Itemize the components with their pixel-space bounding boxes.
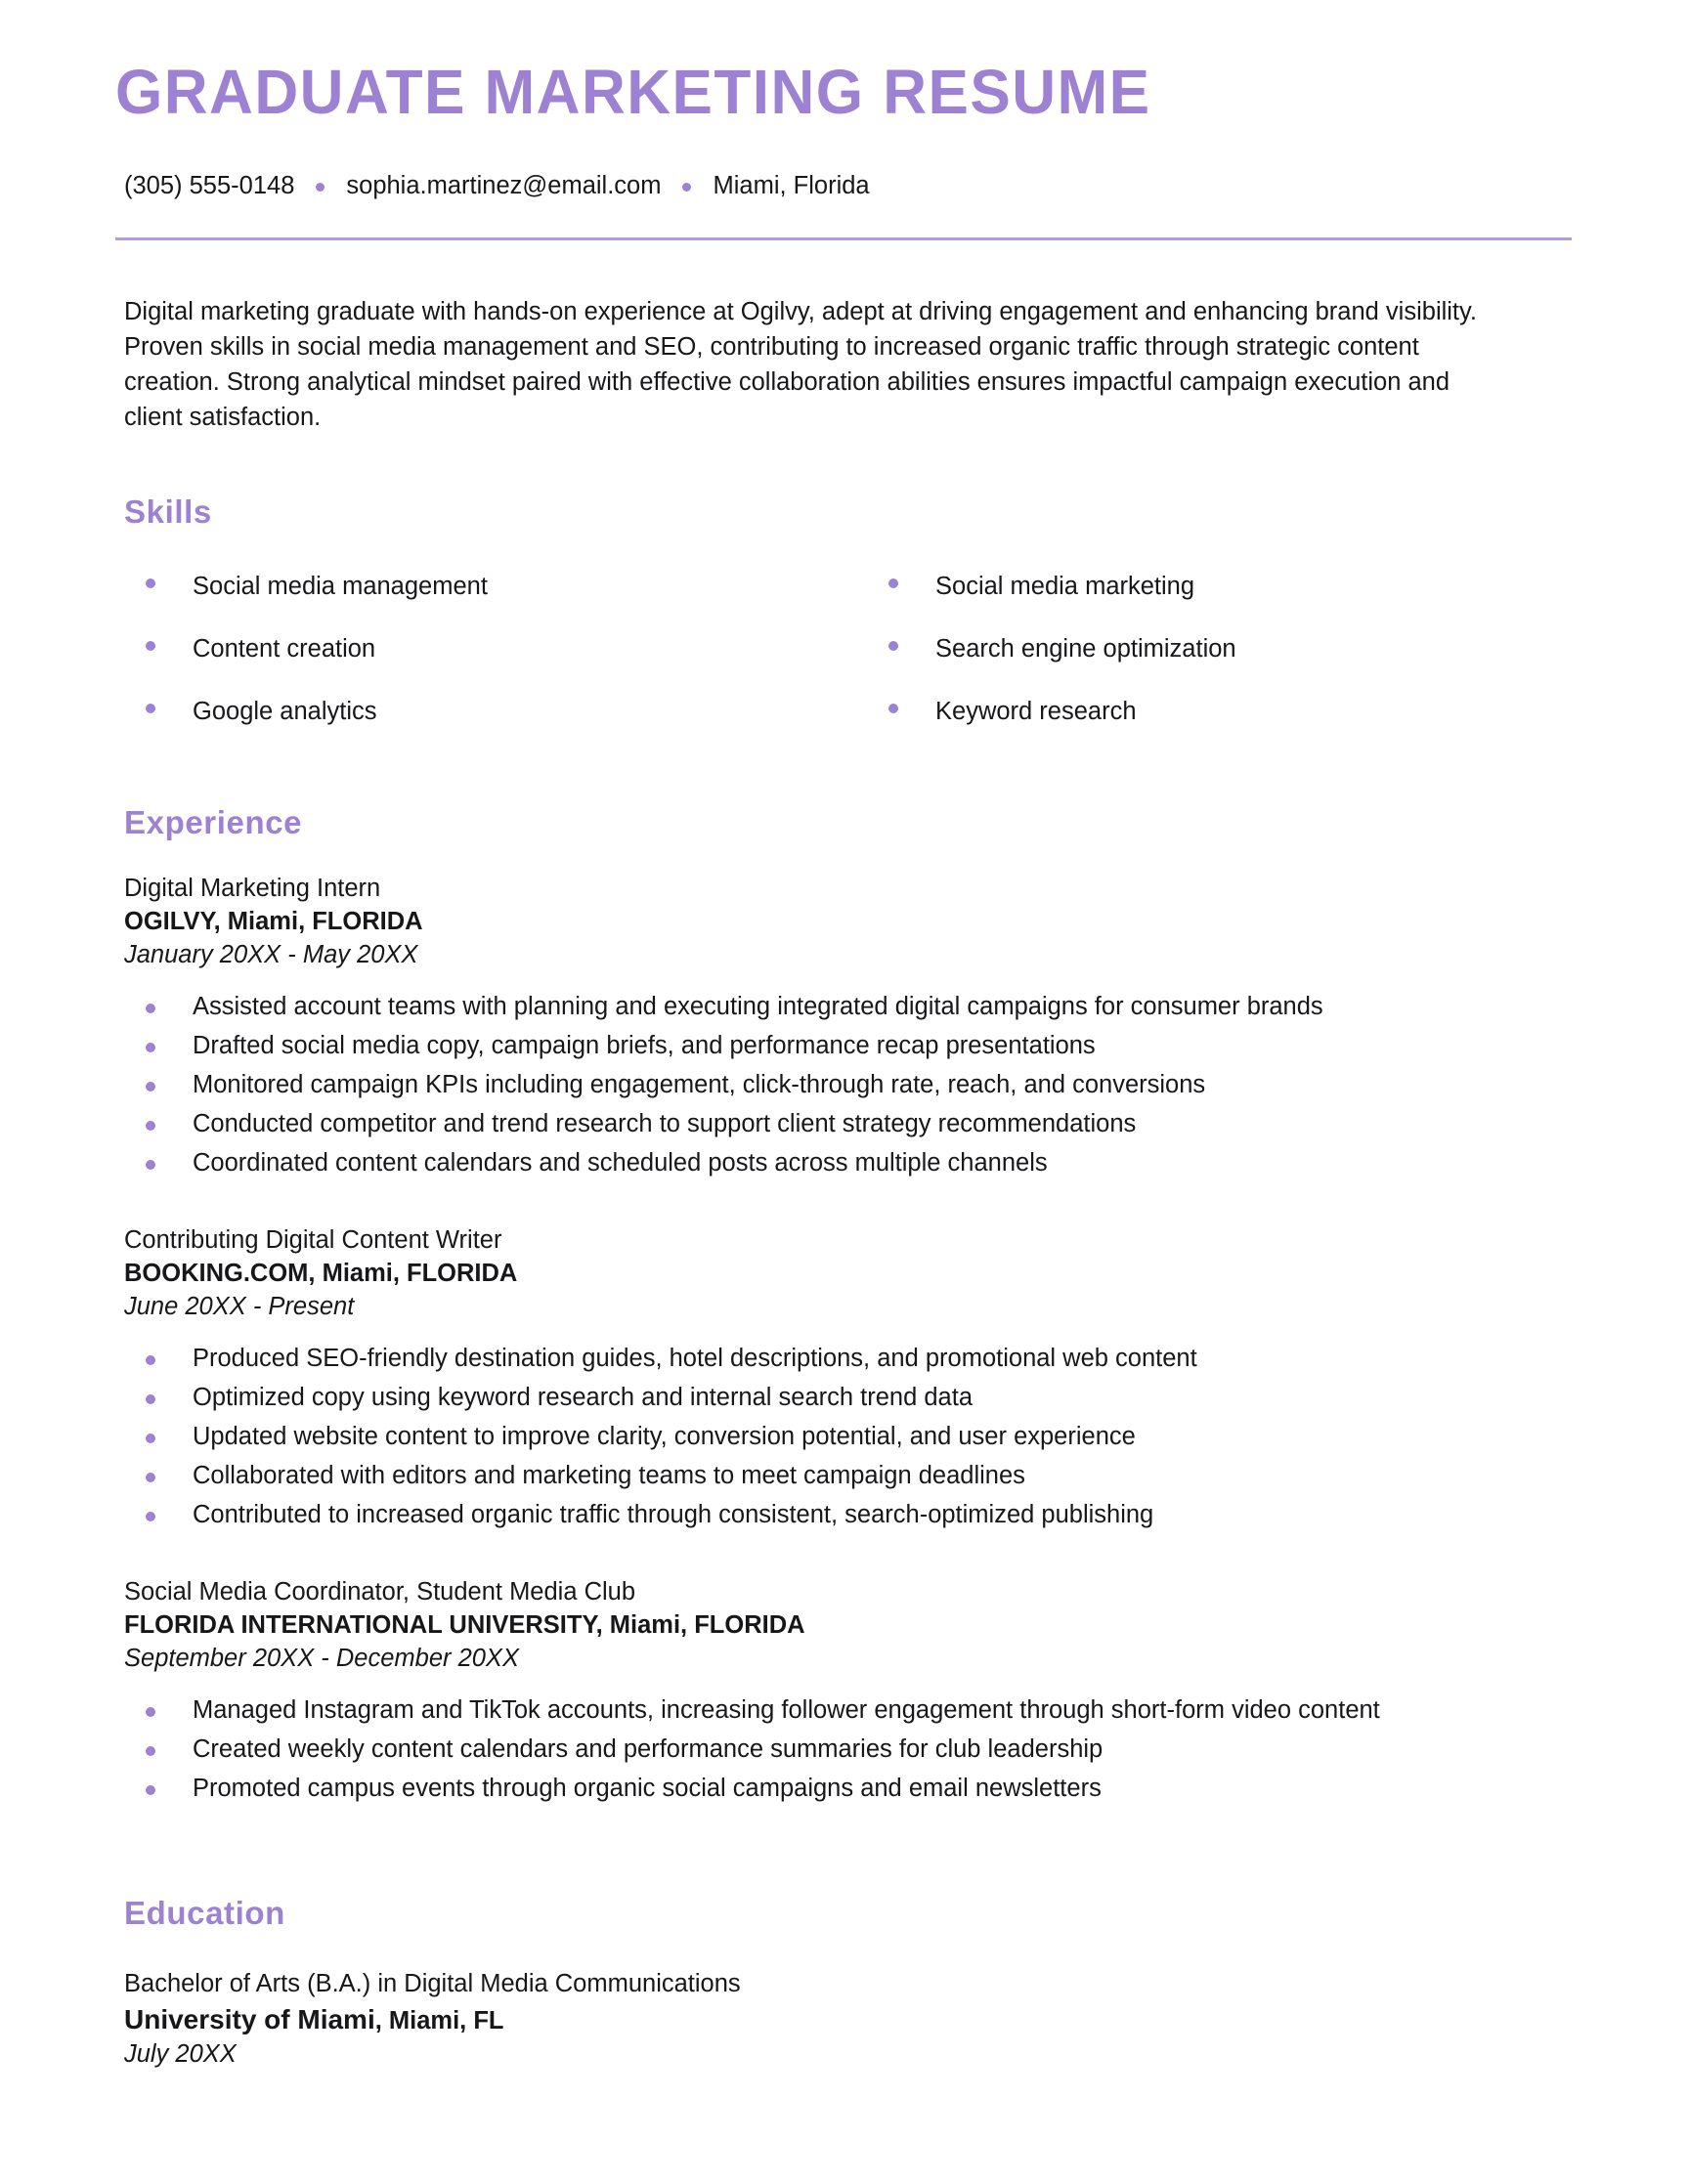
job-dates: June 20XX - Present: [124, 1293, 355, 1321]
bullet-dot-icon: [888, 641, 898, 651]
education-degree: Bachelor of Arts (B.A.) in Digital Media Communications: [124, 1970, 741, 1998]
bullet-dot-icon: [146, 1355, 155, 1365]
section-heading-education: Education: [124, 1895, 285, 1932]
list-item: [124, 1458, 1580, 1497]
bullet-dot-icon: [146, 1473, 155, 1482]
bullet-dot-icon: [146, 1746, 155, 1756]
skill-item: [867, 618, 1580, 680]
bullet-dot-icon: [146, 641, 155, 651]
bullet-text: Optimized copy using keyword research and internal search trend data: [193, 1384, 974, 1412]
bullet-text: Drafted social media copy, campaign briefs, and performance recap presentations: [193, 1032, 1096, 1060]
bullet-dot-icon: [146, 1121, 155, 1131]
bullet-dot-icon: [888, 578, 898, 588]
skill-item: [124, 680, 867, 743]
list-item: [124, 1497, 1580, 1536]
job-bullet-list: [124, 1341, 1580, 1536]
skill-label: Content creation: [193, 634, 376, 663]
skill-item: [124, 618, 867, 680]
experience-entry: [124, 1223, 1580, 1536]
bullet-dot-icon: [146, 1785, 155, 1795]
list-item: [124, 1771, 1580, 1810]
contact-phone: (305) 555-0148: [124, 172, 295, 200]
section-heading-experience: Experience: [124, 803, 303, 840]
education-school-name: University of Miami: [124, 2003, 375, 2034]
job-bullet-list: [124, 989, 1580, 1184]
bullet-dot-icon: [146, 578, 155, 588]
bullet-text: Assisted account teams with planning and executing integrated digital campaigns for consumer brands: [193, 993, 1323, 1021]
summary-paragraph: Digital marketing graduate with hands-on experience at Ogilvy, adept at driving engagement and enhancing brand visibility. Proven skills in social media management and SEO, contributing to increased organic traffic through strategic content creation. Strong analytical mindset paired with effective collaboration abilities ensures impactful campaign execution and client satisfaction.: [124, 297, 1477, 432]
page-title: GRADUATE MARKETING RESUME: [115, 57, 1151, 127]
job-title: Social Media Coordinator, Student Media Club: [124, 1577, 636, 1606]
bullet-text: Created weekly content calendars and performance summaries for club leadership: [193, 1735, 1104, 1764]
bullet-dot-icon: [146, 1004, 155, 1013]
section-heading-skills: Skills: [124, 492, 212, 530]
job-company: FLORIDA INTERNATIONAL UNIVERSITY, Miami, FLORIDA: [124, 1611, 805, 1640]
job-company: BOOKING.COM, Miami, FLORIDA: [124, 1260, 518, 1288]
skill-item: [867, 680, 1580, 743]
bullet-separator-icon: [316, 183, 325, 192]
skill-label: Google analytics: [193, 697, 377, 725]
contact-location: Miami, Florida: [713, 172, 870, 200]
education-school: [124, 2001, 1580, 2038]
list-item: [124, 1692, 1580, 1732]
bullet-dot-icon: [146, 1160, 155, 1170]
bullet-dot-icon: [146, 704, 155, 713]
experience-entry: [124, 1575, 1580, 1810]
job-bullet-list: [124, 1692, 1580, 1810]
job-title: Contributing Digital Content Writer: [124, 1225, 502, 1254]
skill-label: Search engine optimization: [935, 634, 1236, 663]
list-item: [124, 1419, 1580, 1458]
bullet-text: Managed Instagram and TikTok accounts, increasing follower engagement through short-form video content: [193, 1696, 1380, 1725]
list-item: [124, 1732, 1580, 1771]
skill-label: Social media marketing: [935, 573, 1195, 601]
bullet-dot-icon: [146, 1394, 155, 1404]
skill-label: Social media management: [193, 573, 488, 601]
list-item: [124, 1067, 1580, 1106]
bullet-text: Conducted competitor and trend research to support client strategy recommendations: [193, 1110, 1137, 1138]
skills-grid: [124, 556, 1580, 743]
job-title: Digital Marketing Intern: [124, 874, 381, 902]
bullet-dot-icon: [146, 1082, 155, 1092]
bullet-text: Coordinated content calendars and scheduled posts across multiple channels: [193, 1148, 1048, 1177]
bullet-separator-icon: [682, 183, 691, 192]
bullet-dot-icon: [146, 1707, 155, 1717]
list-item: [124, 1145, 1580, 1184]
education-school-location: , Miami, FL: [374, 2006, 504, 2034]
skill-label: Keyword research: [935, 697, 1137, 725]
bullet-dot-icon: [146, 1434, 155, 1443]
job-company: OGILVY, Miami, FLORIDA: [124, 908, 423, 936]
skill-item: [867, 556, 1580, 619]
skill-item: [124, 556, 867, 619]
list-item: [124, 989, 1580, 1028]
education-date: July 20XX: [124, 2040, 237, 2069]
list-item: [124, 1341, 1580, 1380]
bullet-text: Updated website content to improve clarity, conversion potential, and user experience: [193, 1423, 1136, 1451]
job-dates: January 20XX - May 20XX: [124, 941, 418, 969]
bullet-text: Contributed to increased organic traffic through consistent, search-optimized publishing: [193, 1500, 1154, 1528]
bullet-text: Monitored campaign KPIs including engagement, click-through rate, reach, and conversions: [193, 1071, 1206, 1099]
bullet-dot-icon: [146, 1043, 155, 1052]
bullet-text: Collaborated with editors and marketing teams to meet campaign deadlines: [193, 1462, 1025, 1490]
list-item: [124, 1028, 1580, 1067]
experience-entry: [124, 872, 1580, 1184]
list-item: [124, 1380, 1580, 1419]
contact-email: sophia.martinez@email.com: [346, 172, 662, 200]
list-item: [124, 1106, 1580, 1145]
bullet-text: Produced SEO-friendly destination guides, hotel descriptions, and promotional web content: [193, 1345, 1197, 1373]
job-dates: September 20XX - December 20XX: [124, 1645, 519, 1673]
contact-line: [124, 171, 1580, 201]
education-entry: [124, 1967, 1580, 2071]
bullet-text: Promoted campus events through organic social campaigns and email newsletters: [193, 1775, 1102, 1803]
header-divider: [115, 237, 1572, 240]
bullet-dot-icon: [146, 1512, 155, 1521]
bullet-dot-icon: [888, 704, 898, 713]
